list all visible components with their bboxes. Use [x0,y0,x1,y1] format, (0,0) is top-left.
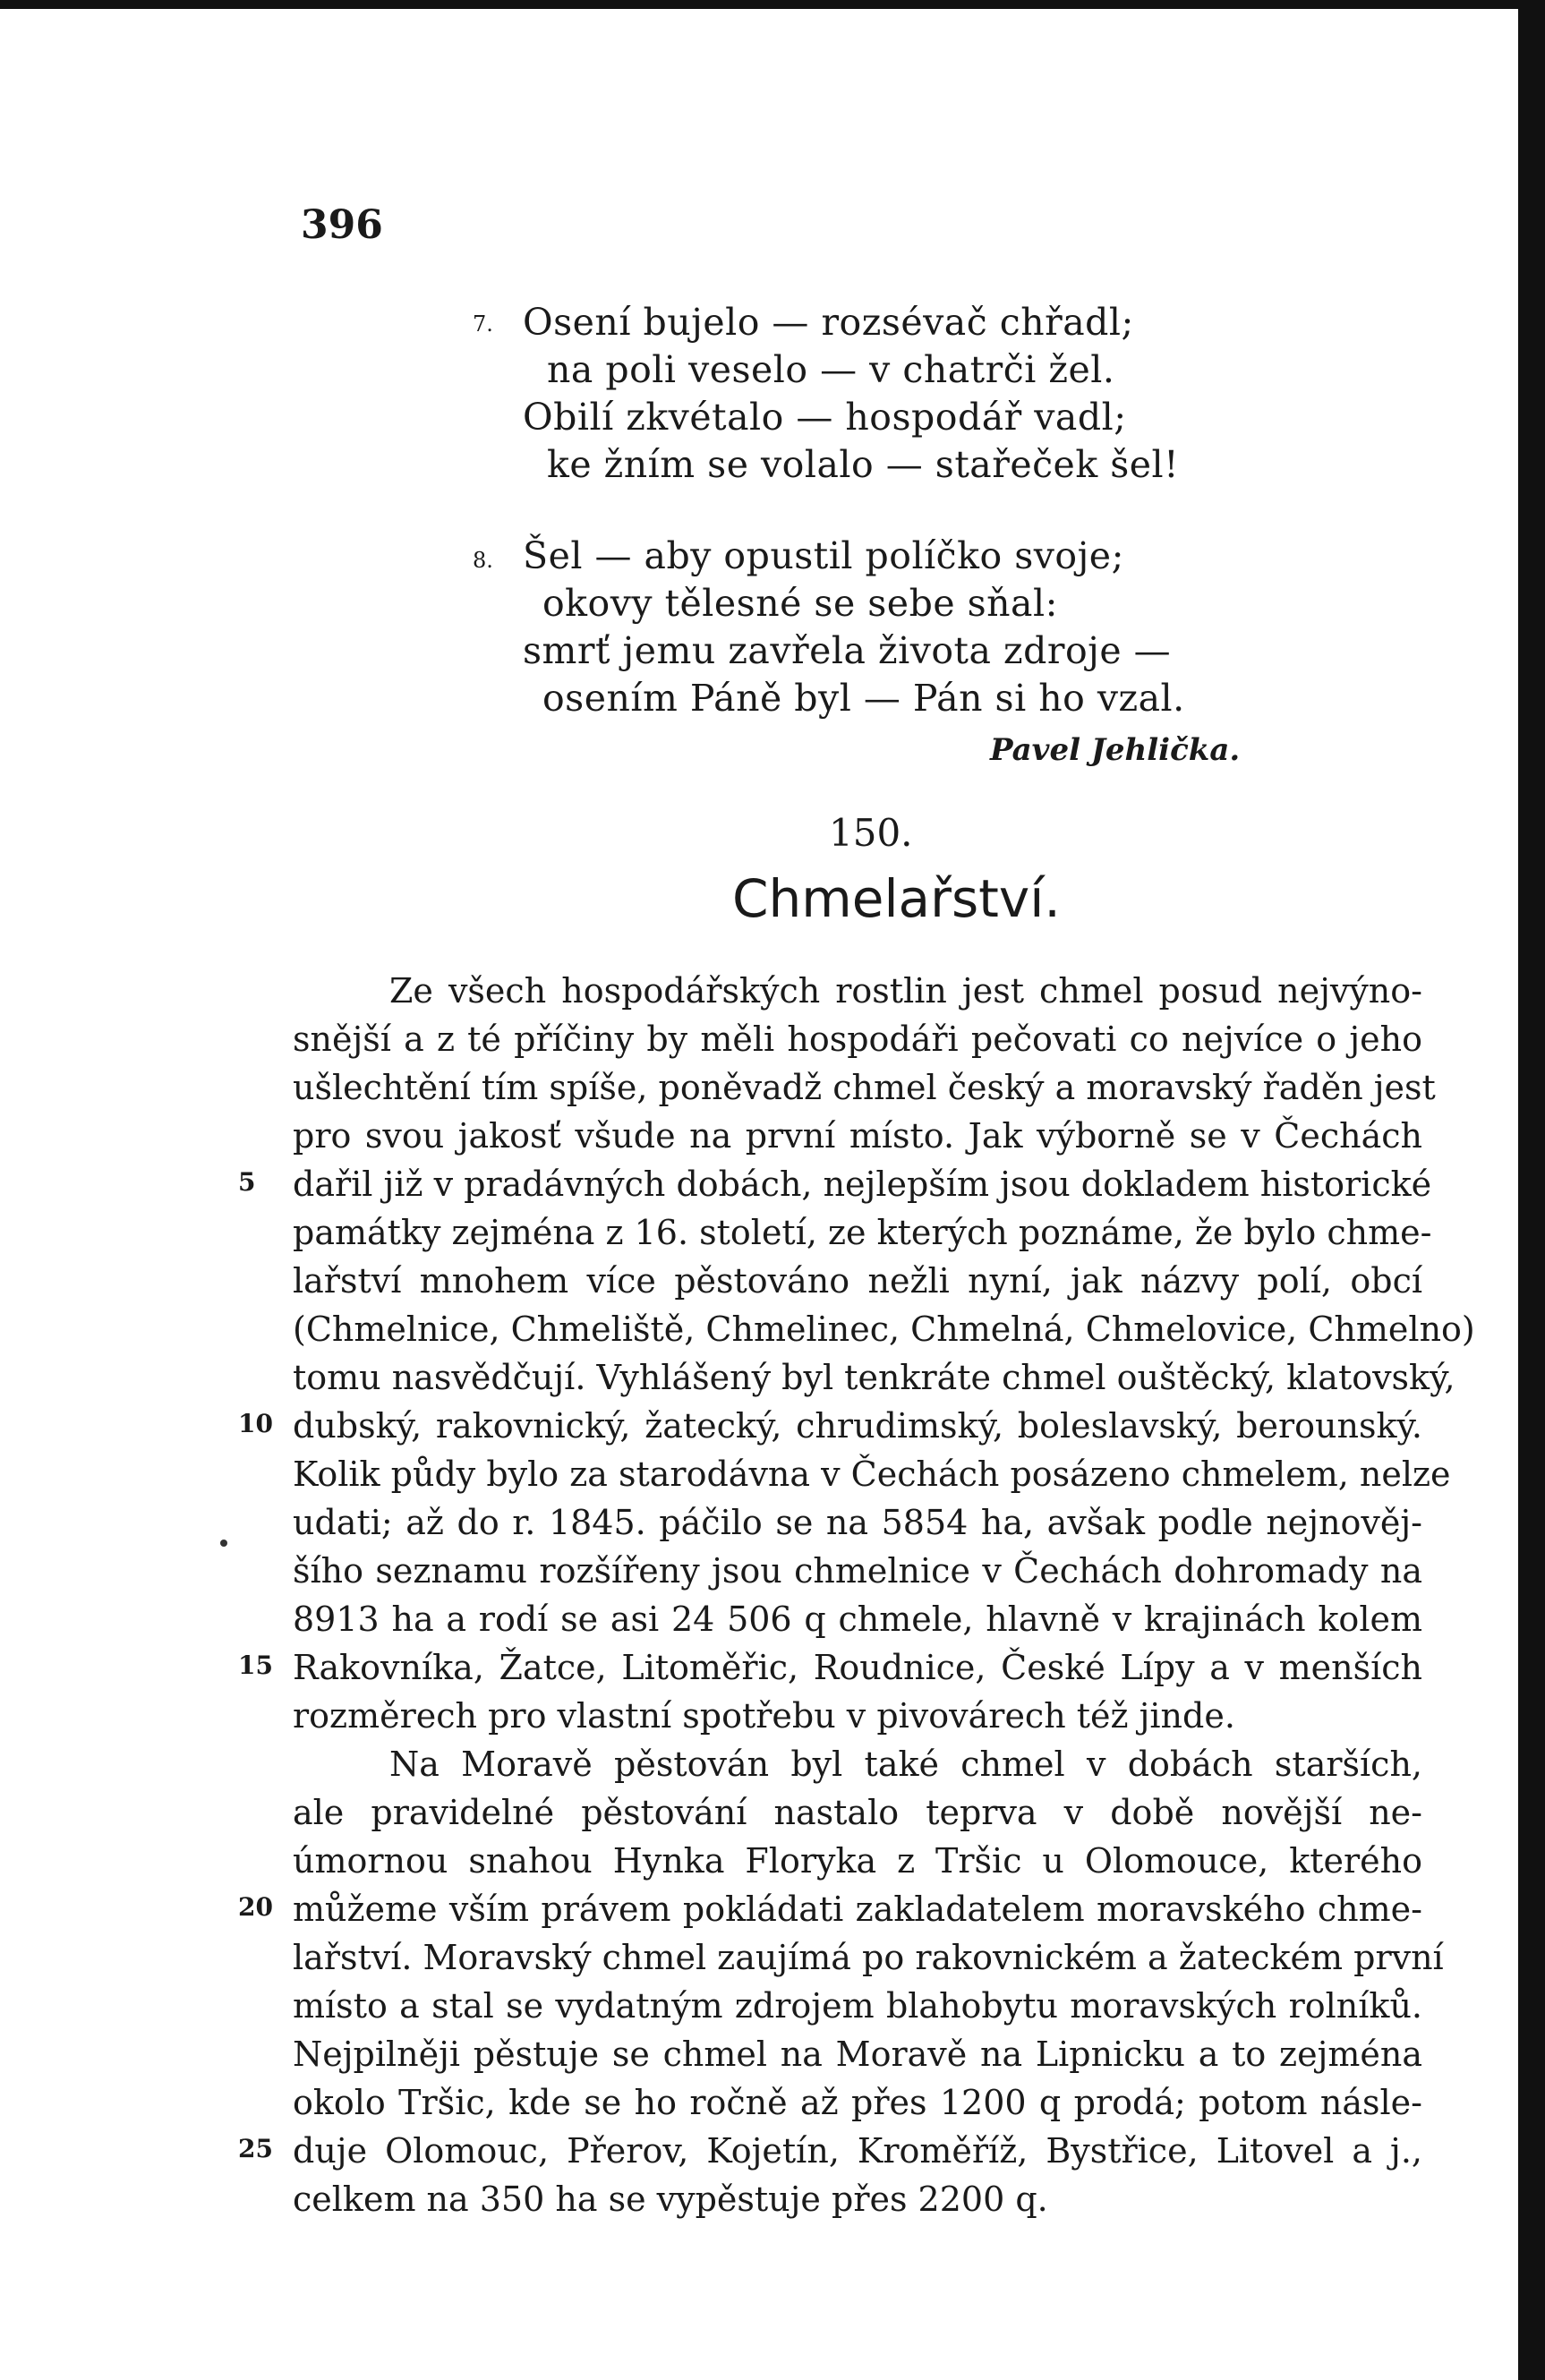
body-line: lařství mnohem více pěstováno nežli nyní, jak názvy polí, obcí [293,1261,1422,1301]
poem-line: osením Páně byl — Pán si ho vzal. [542,677,1185,720]
body-line: celkem na 350 ha se vypěstuje přes 2200 q. [293,2180,1048,2219]
poem-line: Šel — aby opustil políčko svoje; [523,534,1124,577]
margin-dot [220,1540,227,1547]
poem-line: ke žním se volalo — stařeček šel! [547,443,1180,486]
body-line: lařství. Moravský chmel zaujímá po rakovnickém a žateckém první [293,1938,1444,1977]
body-line: památky zejména z 16. století, ze kterých poznáme, že bylo chme- [293,1213,1432,1252]
body-line: Na Moravě pěstován byl také chmel v dobách starších, [389,1744,1422,1784]
body-line: místo a stal se vydatným zdrojem blahobytu moravských rolníků. [293,1986,1422,2026]
body-line: rozměrech pro vlastní spotřebu v pivovárech též jinde. [293,1696,1235,1736]
body-line: (Chmelnice, Chmeliště, Chmelinec, Chmelná, Chmelovice, Chmelno) [293,1309,1475,1349]
line-number: 20 [238,1892,273,1922]
section-title: Chmelařství. [732,868,1061,929]
body-line: můžeme vším právem pokládati zakladatelem moravského chme- [293,1889,1422,1929]
body-line: udati; až do r. 1845. páčilo se na 5854 ha, avšak podle nejnověj- [293,1503,1422,1542]
body-line: ušlechtění tím spíše, poněvadž chmel český a moravský řaděn jest [293,1068,1436,1107]
body-line: okolo Tršic, kde se ho ročně až přes 1200 q prodá; potom násle- [293,2083,1422,2122]
line-number: 25 [238,2134,273,2163]
body-line: 8913 ha a rodí se asi 24 506 q chmele, hlavně v krajinách kolem [293,1599,1422,1639]
stanza-number: 7. [473,311,493,337]
body-line: tomu nasvědčují. Vyhlášený byl tenkráte chmel ouštěcký, klatovský, [293,1358,1455,1397]
body-line: Kolik půdy bylo za starodávna v Čechách posázeno chmelem, nelze [293,1454,1451,1494]
body-line: ale pravidelné pěstování nastalo teprva v době novější ne- [293,1793,1422,1832]
poem-line: na poli veselo — v chatrči žel. [547,348,1115,391]
body-line: dubský, rakovnický, žatecký, chrudimský, boleslavský, berounský. [293,1406,1422,1446]
body-line: Rakovníka, Žatce, Litoměřic, Roudnice, České Lípy a v menších [293,1648,1422,1687]
stanza-number: 8. [473,548,493,573]
body-line: Ze všech hospodářských rostlin jest chmel posud nejvýno- [389,971,1422,1011]
body-line: úmornou snahou Hynka Floryka z Tršic u Olomouce, kterého [293,1841,1422,1881]
body-line: dařil již v pradávných dobách, nejlepším jsou dokladem historické [293,1164,1432,1204]
body-line: pro svou jakosť všude na první místo. Jak výborně se v Čechách [293,1116,1422,1156]
scan-border-top [0,0,1545,9]
poem-author: Pavel Jehlička. [990,732,1241,768]
body-line: šího seznamu rozšířeny jsou chmelnice v Čechách dohromady na [293,1551,1422,1591]
body-line: duje Olomouc, Přerov, Kojetín, Kroměříž, Bystřice, Litovel a j., [293,2131,1422,2171]
poem-line: okovy tělesné se sebe sňal: [542,582,1058,625]
poem-line: Osení bujelo — rozsévač chřadl; [523,301,1134,344]
body-line: snější a z té příčiny by měli hospodáři pečovati co nejvíce o jeho [293,1019,1422,1059]
line-number: 10 [238,1409,273,1438]
poem-line: smrť jemu zavřela života zdroje — [523,629,1172,672]
scan-border-right [1518,0,1545,2380]
page-number: 396 [301,202,383,248]
line-number: 15 [238,1651,273,1680]
poem-line: Obilí zkvétalo — hospodář vadl; [523,396,1127,439]
body-line: Nejpilněji pěstuje se chmel na Moravě na Lipnicku a to zejména [293,2035,1422,2074]
section-number: 150. [829,811,913,855]
line-number: 5 [238,1167,256,1197]
